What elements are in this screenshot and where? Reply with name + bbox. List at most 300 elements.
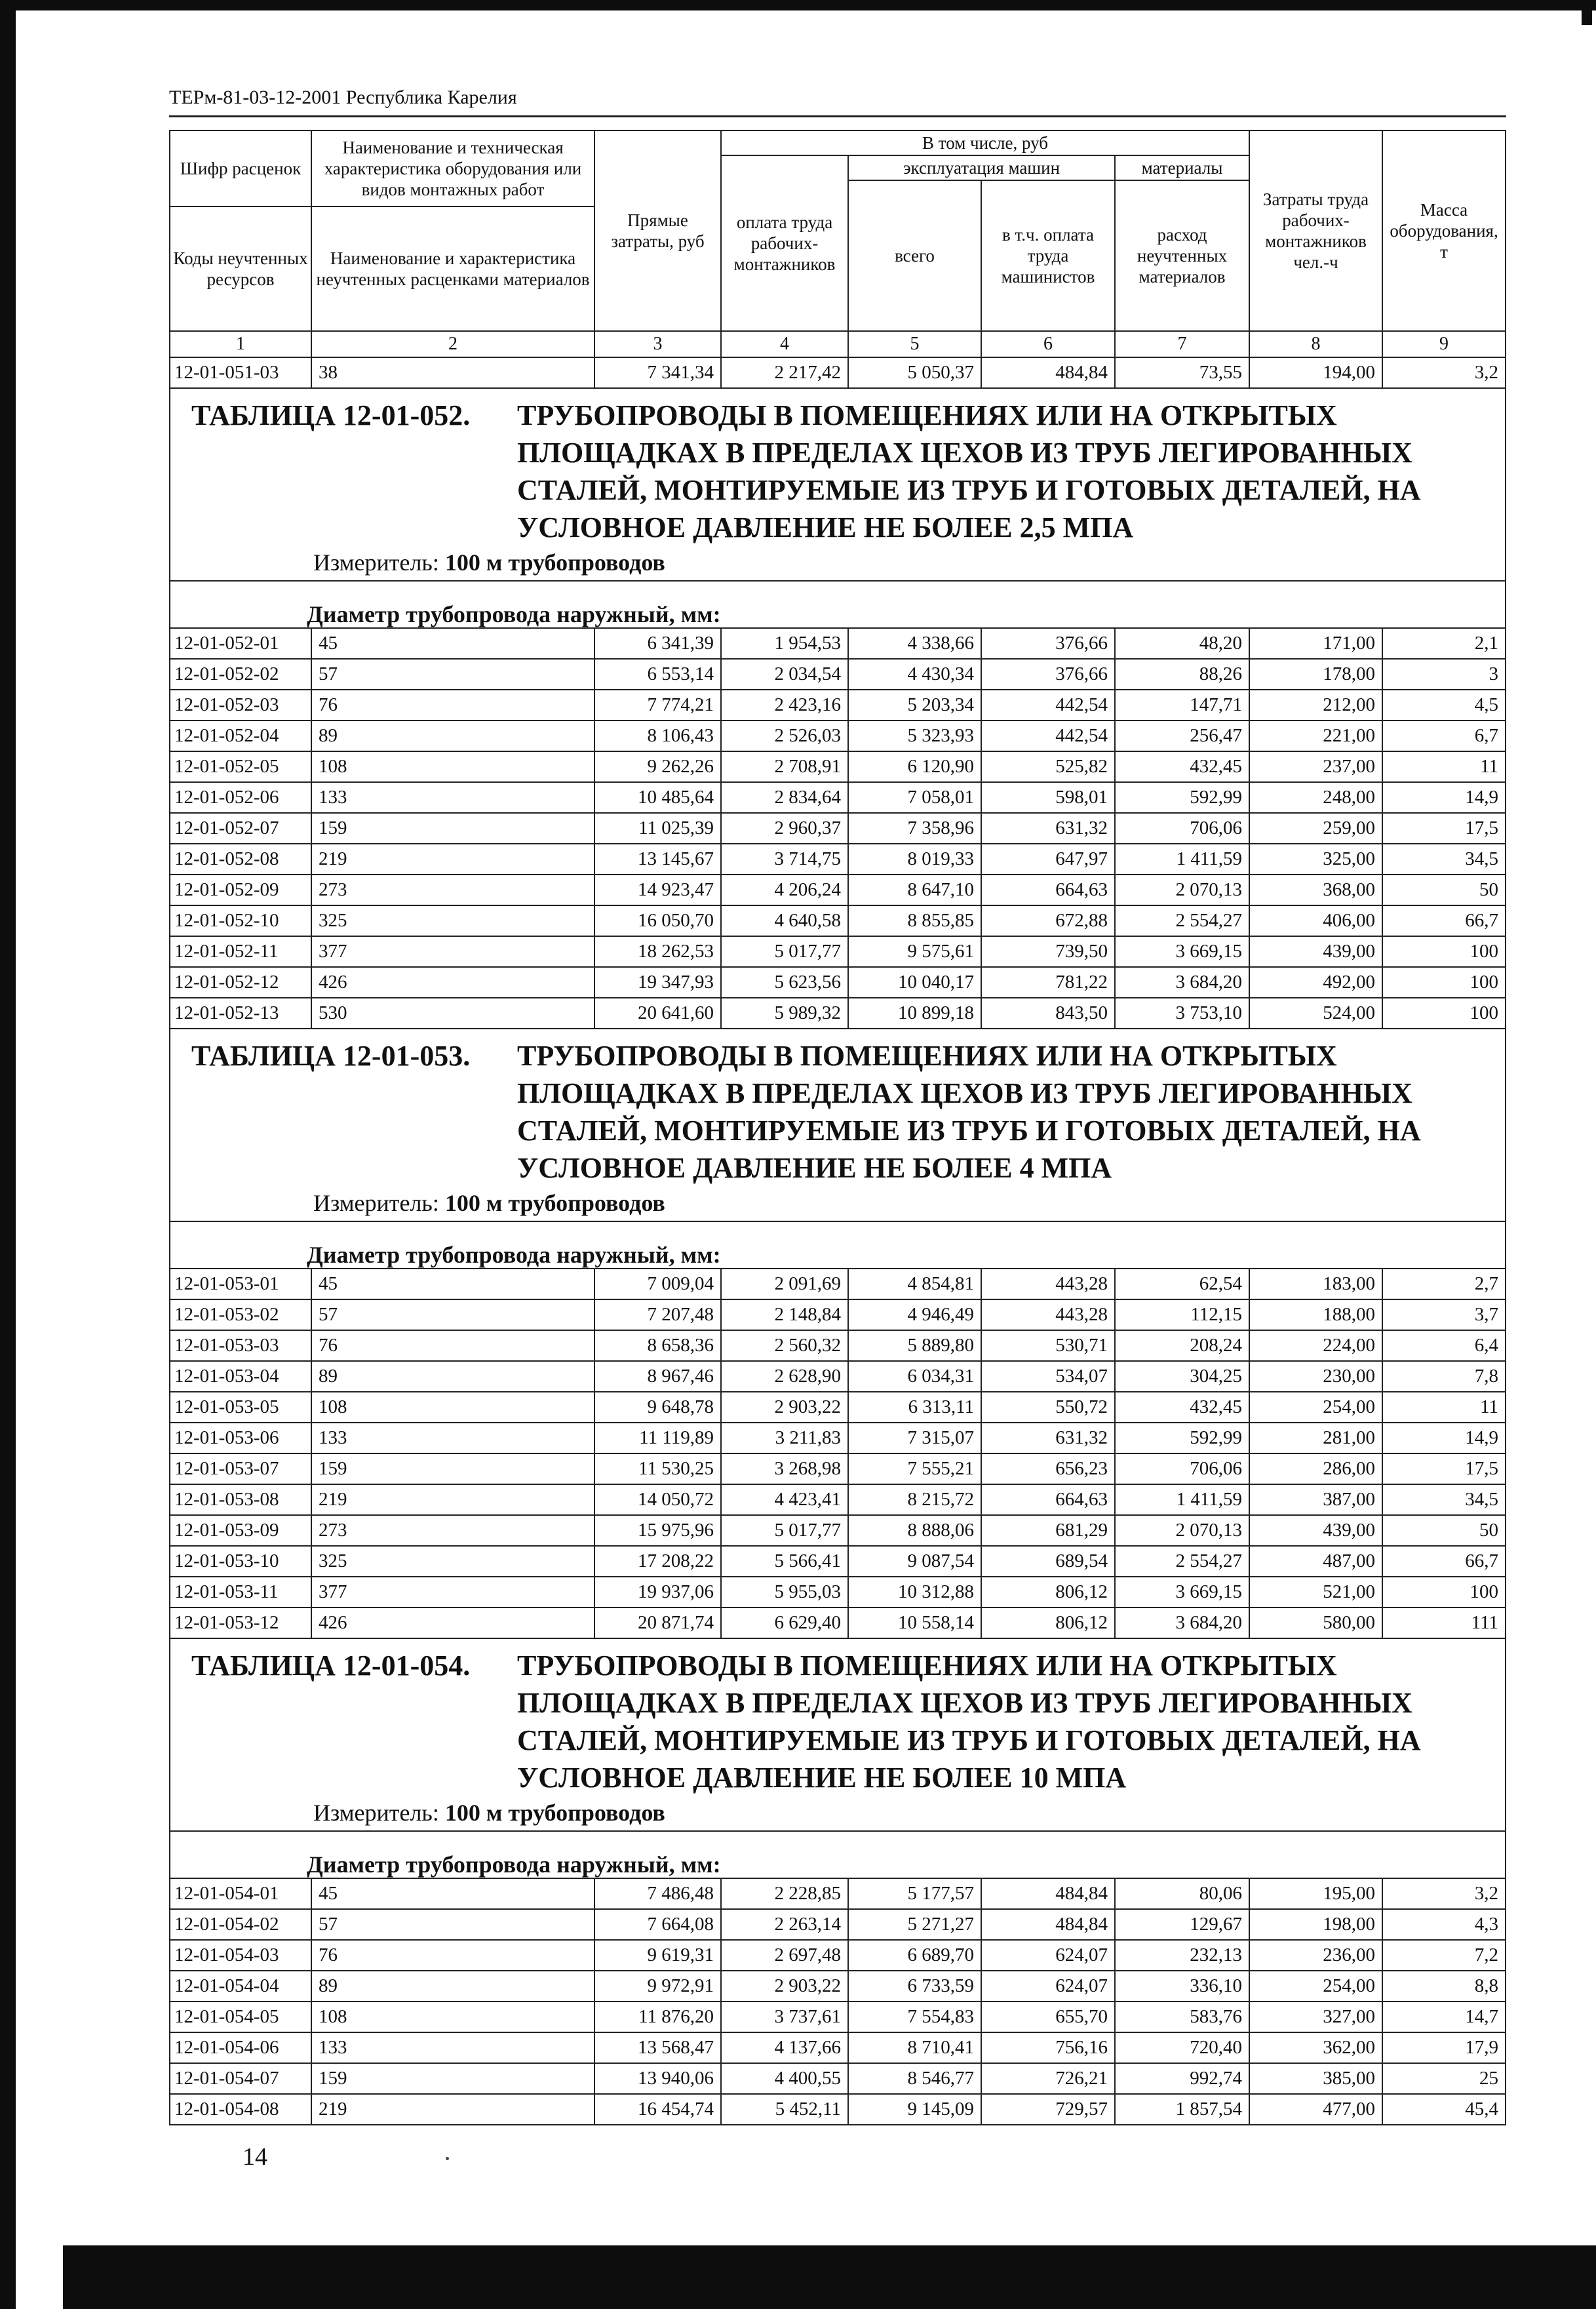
machinist-pay: 647,97 <box>981 844 1115 875</box>
direct-cost: 11 025,39 <box>594 813 721 844</box>
labor-pay: 5 452,11 <box>721 2094 848 2125</box>
materials-unaccounted: 48,20 <box>1115 628 1249 659</box>
diameter-label-cell <box>170 1221 1506 1269</box>
rate-code: 12-01-052-08 <box>170 844 311 875</box>
diameter-label-cell <box>170 1831 1506 1878</box>
direct-cost: 20 641,60 <box>594 998 721 1029</box>
machinist-pay: 376,66 <box>981 628 1115 659</box>
machines-total: 8 215,72 <box>848 1484 981 1515</box>
diameter-value: 273 <box>311 875 594 905</box>
diameter-value: 426 <box>311 1608 594 1638</box>
col-direct-header: Прямые затраты, руб <box>594 130 721 331</box>
materials-unaccounted: 432,45 <box>1115 751 1249 782</box>
direct-cost: 6 553,14 <box>594 659 721 690</box>
labor-pay: 5 566,41 <box>721 1546 848 1577</box>
rate-code: 12-01-052-06 <box>170 782 311 813</box>
machines-total: 5 050,37 <box>848 357 981 388</box>
materials-unaccounted: 432,45 <box>1115 1392 1249 1423</box>
rate-code: 12-01-053-05 <box>170 1392 311 1423</box>
labor-cost: 286,00 <box>1249 1453 1382 1484</box>
mass-value: 100 <box>1382 967 1506 998</box>
rate-code: 12-01-052-13 <box>170 998 311 1029</box>
rate-code: 12-01-052-10 <box>170 905 311 936</box>
table-row <box>170 1392 1506 1423</box>
col-including-header: В том числе, руб <box>721 130 1249 155</box>
labor-cost: 492,00 <box>1249 967 1382 998</box>
table-row <box>170 844 1506 875</box>
table-row <box>170 1484 1506 1515</box>
labor-cost: 224,00 <box>1249 1330 1382 1361</box>
mass-value: 4,3 <box>1382 1909 1506 1940</box>
diameter-value: 108 <box>311 751 594 782</box>
machinist-pay: 681,29 <box>981 1515 1115 1546</box>
labor-pay: 2 526,03 <box>721 720 848 751</box>
mass-value: 66,7 <box>1382 1546 1506 1577</box>
col-materials-header: материалы <box>1115 155 1249 180</box>
direct-cost: 8 106,43 <box>594 720 721 751</box>
mass-value: 17,5 <box>1382 813 1506 844</box>
table-header <box>170 130 1506 357</box>
machines-total: 6 313,11 <box>848 1392 981 1423</box>
direct-cost: 7 664,08 <box>594 1909 721 1940</box>
rate-code: 12-01-054-01 <box>170 1878 311 1909</box>
mass-value: 2,1 <box>1382 628 1506 659</box>
labor-pay: 2 708,91 <box>721 751 848 782</box>
rate-code: 12-01-052-09 <box>170 875 311 905</box>
document-header: ТЕРм-81-03-12-2001 Республика Карелия <box>169 87 517 108</box>
rate-code: 12-01-053-07 <box>170 1453 311 1484</box>
rate-code: 12-01-053-08 <box>170 1484 311 1515</box>
machinist-pay: 484,84 <box>981 357 1115 388</box>
materials-unaccounted: 3 684,20 <box>1115 1608 1249 1638</box>
rate-code: 12-01-052-01 <box>170 628 311 659</box>
materials-unaccounted: 336,10 <box>1115 1971 1249 2002</box>
table-row <box>170 875 1506 905</box>
diameter-value: 89 <box>311 1361 594 1392</box>
column-number: 7 <box>1115 331 1249 357</box>
header-rule <box>169 115 1506 117</box>
machines-total: 5 177,57 <box>848 1878 981 1909</box>
labor-cost: 183,00 <box>1249 1269 1382 1299</box>
direct-cost: 11 876,20 <box>594 2002 721 2032</box>
machines-total: 6 120,90 <box>848 751 981 782</box>
machines-total: 8 546,77 <box>848 2063 981 2094</box>
col-codes-header: Коды неучтенных ресурсов <box>170 207 311 331</box>
rate-code: 12-01-054-04 <box>170 1971 311 2002</box>
materials-unaccounted: 3 684,20 <box>1115 967 1249 998</box>
materials-unaccounted: 992,74 <box>1115 2063 1249 2094</box>
machinist-pay: 664,63 <box>981 1484 1115 1515</box>
table-row <box>170 1577 1506 1608</box>
rate-code: 12-01-052-12 <box>170 967 311 998</box>
labor-cost: 387,00 <box>1249 1484 1382 1515</box>
diameter-value: 377 <box>311 1577 594 1608</box>
col-labor-cost-header: Затраты труда рабочих-монтажников чел.-ч <box>1249 130 1382 331</box>
col-machines-header: эксплуатация машин <box>848 155 1115 180</box>
machines-total: 4 430,34 <box>848 659 981 690</box>
mass-value: 11 <box>1382 1392 1506 1423</box>
table-row <box>170 1971 1506 2002</box>
diameter-label-row <box>170 1221 1506 1269</box>
labor-pay: 5 623,56 <box>721 967 848 998</box>
rate-code: 12-01-053-09 <box>170 1515 311 1546</box>
machines-total: 5 271,27 <box>848 1909 981 1940</box>
labor-cost: 195,00 <box>1249 1878 1382 1909</box>
machines-total: 5 203,34 <box>848 690 981 720</box>
direct-cost: 7 341,34 <box>594 357 721 388</box>
diameter-value: 76 <box>311 1940 594 1971</box>
direct-cost: 16 454,74 <box>594 2094 721 2125</box>
labor-cost: 188,00 <box>1249 1299 1382 1330</box>
direct-cost: 15 975,96 <box>594 1515 721 1546</box>
mass-value: 6,7 <box>1382 720 1506 751</box>
rate-code: 12-01-052-04 <box>170 720 311 751</box>
labor-pay: 4 206,24 <box>721 875 848 905</box>
table-row <box>170 1515 1506 1546</box>
materials-unaccounted: 3 669,15 <box>1115 1577 1249 1608</box>
machines-total: 9 575,61 <box>848 936 981 967</box>
labor-pay: 3 268,98 <box>721 1453 848 1484</box>
materials-unaccounted: 2 070,13 <box>1115 1515 1249 1546</box>
rate-code: 12-01-054-02 <box>170 1909 311 1940</box>
direct-cost: 6 341,39 <box>594 628 721 659</box>
rate-code: 12-01-053-12 <box>170 1608 311 1638</box>
diameter-label-row <box>170 1831 1506 1878</box>
table-row <box>170 2063 1506 2094</box>
materials-unaccounted: 129,67 <box>1115 1909 1249 1940</box>
machines-total: 5 323,93 <box>848 720 981 751</box>
measure-label: Измеритель: <box>313 1190 439 1216</box>
mass-value: 14,7 <box>1382 2002 1506 2032</box>
diameter-value: 325 <box>311 1546 594 1577</box>
labor-cost: 477,00 <box>1249 2094 1382 2125</box>
scan-corner-mark <box>1582 0 1592 25</box>
rate-code: 12-01-053-03 <box>170 1330 311 1361</box>
table-title-row <box>170 1638 1506 1831</box>
mass-value: 34,5 <box>1382 844 1506 875</box>
labor-cost: 198,00 <box>1249 1909 1382 1940</box>
labor-pay: 6 629,40 <box>721 1608 848 1638</box>
table-row <box>170 1453 1506 1484</box>
labor-pay: 2 423,16 <box>721 690 848 720</box>
table-number: ТАБЛИЦА 12-01-052. <box>191 399 471 431</box>
measure-line <box>313 1799 1505 1826</box>
diameter-value: 108 <box>311 2002 594 2032</box>
diameter-value: 159 <box>311 813 594 844</box>
scan-border-top <box>0 0 1596 10</box>
materials-unaccounted: 706,06 <box>1115 1453 1249 1484</box>
table-row <box>170 1878 1506 1909</box>
table-row <box>170 936 1506 967</box>
direct-cost: 9 262,26 <box>594 751 721 782</box>
diameter-value: 89 <box>311 1971 594 2002</box>
machines-total: 7 554,83 <box>848 2002 981 2032</box>
mass-value: 50 <box>1382 1515 1506 1546</box>
labor-cost: 406,00 <box>1249 905 1382 936</box>
rate-code: 12-01-053-06 <box>170 1423 311 1453</box>
labor-cost: 368,00 <box>1249 875 1382 905</box>
diameter-value: 159 <box>311 1453 594 1484</box>
machinist-pay: 598,01 <box>981 782 1115 813</box>
machines-total: 6 733,59 <box>848 1971 981 2002</box>
rate-code: 12-01-052-11 <box>170 936 311 967</box>
mass-value: 7,8 <box>1382 1361 1506 1392</box>
direct-cost: 8 967,46 <box>594 1361 721 1392</box>
col-cipher-header: Шифр расценок <box>170 130 311 207</box>
mass-value: 14,9 <box>1382 782 1506 813</box>
machines-total: 7 358,96 <box>848 813 981 844</box>
labor-pay: 2 960,37 <box>721 813 848 844</box>
scan-border-bottom <box>63 2245 1596 2309</box>
diameter-value: 108 <box>311 1392 594 1423</box>
diameter-value: 133 <box>311 782 594 813</box>
table-row <box>170 2032 1506 2063</box>
diameter-value: 76 <box>311 1330 594 1361</box>
materials-unaccounted: 592,99 <box>1115 1423 1249 1453</box>
materials-unaccounted: 112,15 <box>1115 1299 1249 1330</box>
diameter-value: 325 <box>311 905 594 936</box>
table-body <box>170 357 1506 2125</box>
direct-cost: 9 619,31 <box>594 1940 721 1971</box>
machines-total: 5 889,80 <box>848 1330 981 1361</box>
diameter-value: 273 <box>311 1515 594 1546</box>
table-title-block <box>170 1029 1506 1221</box>
rate-code: 12-01-054-07 <box>170 2063 311 2094</box>
machines-total: 7 555,21 <box>848 1453 981 1484</box>
column-number: 4 <box>721 331 848 357</box>
labor-pay: 4 423,41 <box>721 1484 848 1515</box>
direct-cost: 13 145,67 <box>594 844 721 875</box>
materials-unaccounted: 592,99 <box>1115 782 1249 813</box>
labor-pay: 2 697,48 <box>721 1940 848 1971</box>
machines-total: 9 145,09 <box>848 2094 981 2125</box>
labor-cost: 327,00 <box>1249 2002 1382 2032</box>
materials-unaccounted: 3 753,10 <box>1115 998 1249 1029</box>
machines-total: 8 855,85 <box>848 905 981 936</box>
table-title-text: ТРУБОПРОВОДЫ В ПОМЕЩЕНИЯХ ИЛИ НА ОТКРЫТЫХ ПЛОЩАДКАХ В ПРЕДЕЛАХ ЦЕХОВ ИЗ ТРУБ ЛЕГИРОВАННЫХ СТАЛЕЙ, МОНТИРУЕМЫЕ ИЗ ТРУБ И ГОТОВЫХ ДЕТАЛЕЙ, НА УСЛОВНОЕ ДАВЛЕНИЕ НЕ БОЛЕЕ 4 МПА <box>517 1040 1421 1184</box>
materials-unaccounted: 1 411,59 <box>1115 844 1249 875</box>
rate-code: 12-01-052-05 <box>170 751 311 782</box>
table-row <box>170 1608 1506 1638</box>
labor-pay: 3 714,75 <box>721 844 848 875</box>
machinist-pay: 550,72 <box>981 1392 1115 1423</box>
labor-pay: 5 955,03 <box>721 1577 848 1608</box>
labor-cost: 521,00 <box>1249 1577 1382 1608</box>
table-row <box>170 1299 1506 1330</box>
labor-pay: 3 737,61 <box>721 2002 848 2032</box>
diameter-label: Диаметр трубопровода наружный, мм: <box>307 601 721 627</box>
machinist-pay: 631,32 <box>981 813 1115 844</box>
direct-cost: 11 530,25 <box>594 1453 721 1484</box>
machines-total: 6 689,70 <box>848 1940 981 1971</box>
table-title-text: ТРУБОПРОВОДЫ В ПОМЕЩЕНИЯХ ИЛИ НА ОТКРЫТЫХ ПЛОЩАДКАХ В ПРЕДЕЛАХ ЦЕХОВ ИЗ ТРУБ ЛЕГИРОВАННЫХ СТАЛЕЙ, МОНТИРУЕМЫЕ ИЗ ТРУБ И ГОТОВЫХ ДЕТАЛЕЙ, НА УСЛОВНОЕ ДАВЛЕНИЕ НЕ БОЛЕЕ 2,5 МПА <box>517 399 1421 543</box>
diameter-value: 45 <box>311 1878 594 1909</box>
rate-code: 12-01-051-03 <box>170 357 311 388</box>
measure-line <box>313 549 1505 576</box>
rate-code: 12-01-054-03 <box>170 1940 311 1971</box>
machinist-pay: 781,22 <box>981 967 1115 998</box>
direct-cost: 16 050,70 <box>594 905 721 936</box>
col-machinist-pay-header: в т.ч. оплата труда машинистов <box>981 180 1115 331</box>
diameter-value: 159 <box>311 2063 594 2094</box>
table-row <box>170 751 1506 782</box>
labor-cost: 212,00 <box>1249 690 1382 720</box>
materials-unaccounted: 62,54 <box>1115 1269 1249 1299</box>
scan-border-left <box>0 0 16 2309</box>
table-number: ТАБЛИЦА 12-01-054. <box>191 1649 471 1682</box>
diameter-value: 219 <box>311 1484 594 1515</box>
direct-cost: 14 923,47 <box>594 875 721 905</box>
labor-pay: 4 400,55 <box>721 2063 848 2094</box>
direct-cost: 7 774,21 <box>594 690 721 720</box>
diameter-value: 133 <box>311 1423 594 1453</box>
mass-value: 100 <box>1382 936 1506 967</box>
direct-cost: 7 207,48 <box>594 1299 721 1330</box>
mass-value: 7,2 <box>1382 1940 1506 1971</box>
labor-pay: 5 017,77 <box>721 936 848 967</box>
labor-cost: 171,00 <box>1249 628 1382 659</box>
machinist-pay: 631,32 <box>981 1423 1115 1453</box>
labor-cost: 237,00 <box>1249 751 1382 782</box>
materials-unaccounted: 73,55 <box>1115 357 1249 388</box>
labor-cost: 194,00 <box>1249 357 1382 388</box>
diameter-value: 377 <box>311 936 594 967</box>
machines-total: 4 854,81 <box>848 1269 981 1299</box>
measure-value: 100 м трубопроводов <box>444 1190 665 1216</box>
machines-total: 8 647,10 <box>848 875 981 905</box>
materials-unaccounted: 147,71 <box>1115 690 1249 720</box>
materials-unaccounted: 1 411,59 <box>1115 1484 1249 1515</box>
machinist-pay: 739,50 <box>981 936 1115 967</box>
machinist-pay: 672,88 <box>981 905 1115 936</box>
machines-total: 8 710,41 <box>848 2032 981 2063</box>
table-title-block <box>170 1638 1506 1831</box>
col-mass-header: Масса оборудования, т <box>1382 130 1506 331</box>
mass-value: 34,5 <box>1382 1484 1506 1515</box>
labor-cost: 236,00 <box>1249 1940 1382 1971</box>
machines-total: 7 315,07 <box>848 1423 981 1453</box>
machinist-pay: 484,84 <box>981 1909 1115 1940</box>
table-row <box>170 1546 1506 1577</box>
column-number: 6 <box>981 331 1115 357</box>
table-row <box>170 1940 1506 1971</box>
machinist-pay: 689,54 <box>981 1546 1115 1577</box>
measure-value: 100 м трубопроводов <box>444 549 665 576</box>
rate-code: 12-01-052-03 <box>170 690 311 720</box>
labor-pay: 2 217,42 <box>721 357 848 388</box>
table-row <box>170 998 1506 1029</box>
machinist-pay: 443,28 <box>981 1269 1115 1299</box>
diameter-label-cell <box>170 581 1506 628</box>
machines-total: 6 034,31 <box>848 1361 981 1392</box>
machinist-pay: 530,71 <box>981 1330 1115 1361</box>
mass-value: 100 <box>1382 1577 1506 1608</box>
mass-value: 17,9 <box>1382 2032 1506 2063</box>
column-number: 3 <box>594 331 721 357</box>
table-title-text: ТРУБОПРОВОДЫ В ПОМЕЩЕНИЯХ ИЛИ НА ОТКРЫТЫХ ПЛОЩАДКАХ В ПРЕДЕЛАХ ЦЕХОВ ИЗ ТРУБ ЛЕГИРОВАННЫХ СТАЛЕЙ, МОНТИРУЕМЫЕ ИЗ ТРУБ И ГОТОВЫХ ДЕТАЛЕЙ, НА УСЛОВНОЕ ДАВЛЕНИЕ НЕ БОЛЕЕ 10 МПА <box>517 1649 1421 1794</box>
labor-cost: 254,00 <box>1249 1971 1382 2002</box>
measure-value: 100 м трубопроводов <box>444 1800 665 1826</box>
materials-unaccounted: 1 857,54 <box>1115 2094 1249 2125</box>
diameter-value: 57 <box>311 1909 594 1940</box>
mass-value: 6,4 <box>1382 1330 1506 1361</box>
labor-pay: 1 954,53 <box>721 628 848 659</box>
materials-unaccounted: 720,40 <box>1115 2032 1249 2063</box>
scan-speck <box>446 2157 449 2160</box>
table-row <box>170 357 1506 388</box>
labor-cost: 281,00 <box>1249 1423 1382 1453</box>
machinist-pay: 484,84 <box>981 1878 1115 1909</box>
rate-code: 12-01-053-11 <box>170 1577 311 1608</box>
mass-value: 50 <box>1382 875 1506 905</box>
labor-pay: 3 211,83 <box>721 1423 848 1453</box>
labor-cost: 439,00 <box>1249 1515 1382 1546</box>
machinist-pay: 655,70 <box>981 2002 1115 2032</box>
table-number: ТАБЛИЦА 12-01-053. <box>191 1040 471 1072</box>
materials-unaccounted: 88,26 <box>1115 659 1249 690</box>
machinist-pay: 442,54 <box>981 720 1115 751</box>
labor-cost: 580,00 <box>1249 1608 1382 1638</box>
labor-pay: 2 834,64 <box>721 782 848 813</box>
rate-code: 12-01-052-07 <box>170 813 311 844</box>
machinist-pay: 843,50 <box>981 998 1115 1029</box>
labor-pay: 2 091,69 <box>721 1269 848 1299</box>
diameter-value: 57 <box>311 659 594 690</box>
column-numbers-row <box>170 331 1506 357</box>
labor-pay: 2 560,32 <box>721 1330 848 1361</box>
machines-total: 8 019,33 <box>848 844 981 875</box>
direct-cost: 19 937,06 <box>594 1577 721 1608</box>
direct-cost: 19 347,93 <box>594 967 721 998</box>
mass-value: 66,7 <box>1382 905 1506 936</box>
direct-cost: 10 485,64 <box>594 782 721 813</box>
mass-value: 3,2 <box>1382 357 1506 388</box>
direct-cost: 14 050,72 <box>594 1484 721 1515</box>
mass-value: 2,7 <box>1382 1269 1506 1299</box>
diameter-value: 45 <box>311 1269 594 1299</box>
labor-cost: 439,00 <box>1249 936 1382 967</box>
table-row <box>170 690 1506 720</box>
col-machines-total-header: всего <box>848 180 981 331</box>
table-title-row <box>170 388 1506 581</box>
measure-label: Измеритель: <box>313 1800 439 1826</box>
machinist-pay: 376,66 <box>981 659 1115 690</box>
column-number: 8 <box>1249 331 1382 357</box>
labor-cost: 524,00 <box>1249 998 1382 1029</box>
table-title-row <box>170 1029 1506 1221</box>
machines-total: 4 338,66 <box>848 628 981 659</box>
machinist-pay: 664,63 <box>981 875 1115 905</box>
labor-pay: 2 263,14 <box>721 1909 848 1940</box>
materials-unaccounted: 583,76 <box>1115 2002 1249 2032</box>
materials-unaccounted: 304,25 <box>1115 1361 1249 1392</box>
table-title <box>170 1037 1505 1187</box>
table-row <box>170 1330 1506 1361</box>
labor-pay: 4 137,66 <box>721 2032 848 2063</box>
rate-code: 12-01-053-10 <box>170 1546 311 1577</box>
column-number: 9 <box>1382 331 1506 357</box>
rate-code: 12-01-054-08 <box>170 2094 311 2125</box>
direct-cost: 11 119,89 <box>594 1423 721 1453</box>
table-row <box>170 659 1506 690</box>
labor-pay: 2 148,84 <box>721 1299 848 1330</box>
labor-cost: 325,00 <box>1249 844 1382 875</box>
materials-unaccounted: 3 669,15 <box>1115 936 1249 967</box>
machinist-pay: 534,07 <box>981 1361 1115 1392</box>
materials-unaccounted: 706,06 <box>1115 813 1249 844</box>
table-row <box>170 1361 1506 1392</box>
machinist-pay: 806,12 <box>981 1577 1115 1608</box>
